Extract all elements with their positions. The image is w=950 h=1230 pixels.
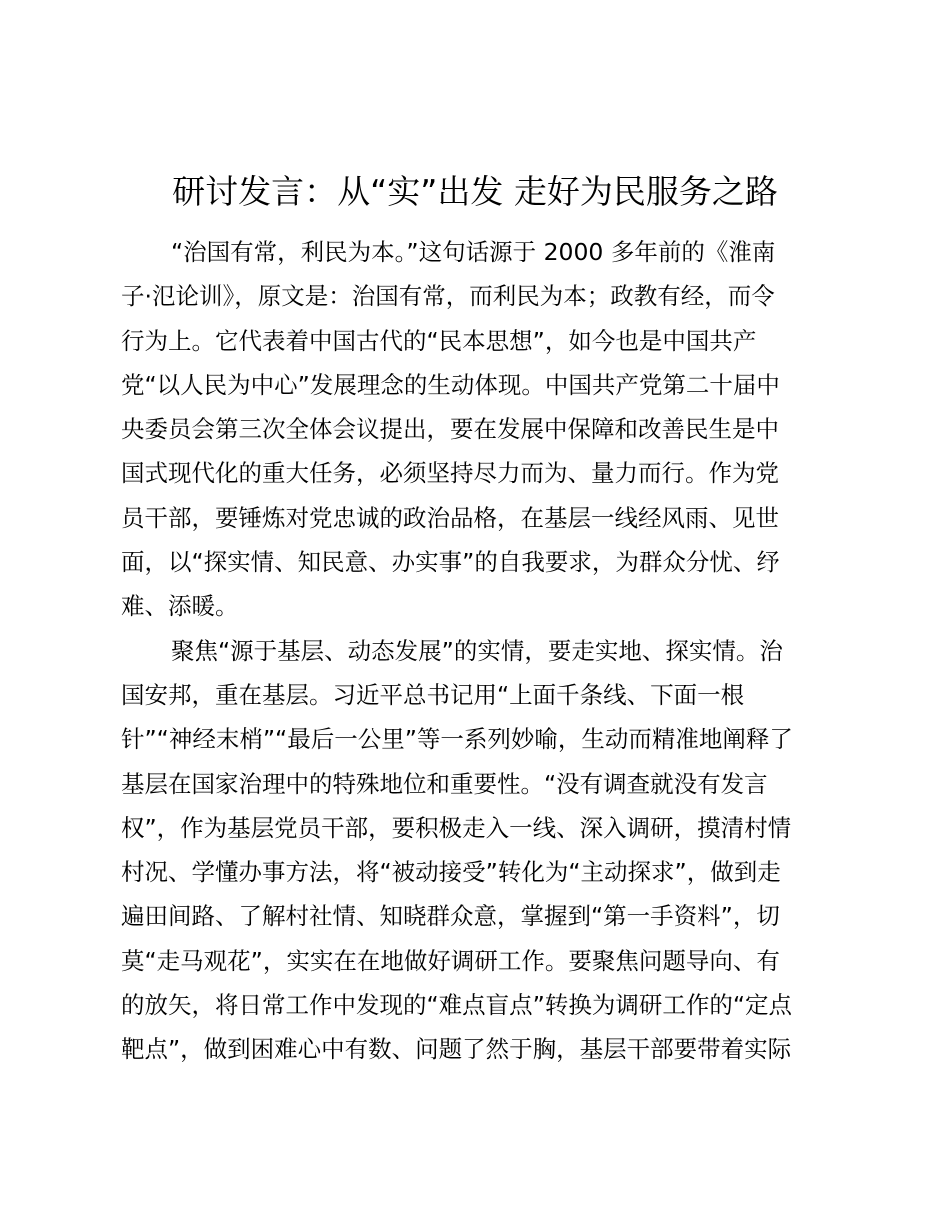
paragraph-line: 靶点”，做到困难心中有数、问题了然于胸，基层干部要带着实际	[121, 1035, 792, 1064]
paragraph-line: 基层在国家治理中的特殊地位和重要性。“没有调查就没有发言	[121, 769, 768, 798]
paragraph-1	[121, 230, 841, 629]
paragraph-line: 国式现代化的重大任务，必须坚持尽力而为、量力而行。作为党	[121, 459, 779, 488]
paragraph-line: 员干部，要锤炼对党忠诚的政治品格，在基层一线经风雨、见世	[121, 503, 779, 532]
paragraph-line: 针”“神经末梢”“最后一公里”等一系列妙喻，生动而精准地阐释了	[121, 725, 793, 754]
paragraph-line: 莫“走马观花”，实实在在地做好调研工作。要聚焦问题导向、有	[121, 946, 780, 975]
paragraph-line: 遍田间路、了解村社情、知晓群众意，掌握到“第一手资料”，切	[121, 902, 780, 931]
paragraph-line: 央委员会第三次全体会议提出，要在发展中保障和改善民生是中	[121, 415, 779, 444]
paragraph-line: 子·氾论训》，原文是：治国有常，而利民为本；政教有经，而令	[121, 282, 775, 311]
paragraph-line: 难、添暖。	[121, 592, 239, 621]
paragraph-line: 面，以“探实情、知民意、办实事”的自我要求，为群众分忧、纾	[121, 548, 780, 577]
paragraph-2	[121, 629, 841, 1072]
paragraph-line: 村况、学懂办事方法，将“被动接受”转化为“主动探求”，做到走	[121, 858, 781, 887]
document-body	[121, 230, 841, 1072]
paragraph-line: 聚焦“源于基层、动态发展”的实情，要走实地、探实情。治	[171, 636, 783, 665]
paragraph-line: 权”，作为基层党员干部，要积极走入一线、深入调研，摸清村情	[121, 813, 792, 842]
document-title: 研讨发言：从“实”出发 走好为民服务之路	[172, 172, 778, 211]
paragraph-line: 党“以人民为中心”发展理念的生动体现。中国共产党第二十届中	[121, 370, 780, 399]
paragraph-line: “治国有常，利民为本。”这句话源于 2000 多年前的《淮南	[171, 238, 776, 266]
paragraph-line: 国安邦，重在基层。习近平总书记用“上面千条线、下面一根	[121, 680, 745, 709]
paragraph-line: 的放矢，将日常工作中发现的“难点盲点”转换为调研工作的“定点	[121, 991, 793, 1020]
paragraph-line: 行为上。它代表着中国古代的“民本思想”，如今也是中国共产	[121, 326, 757, 355]
